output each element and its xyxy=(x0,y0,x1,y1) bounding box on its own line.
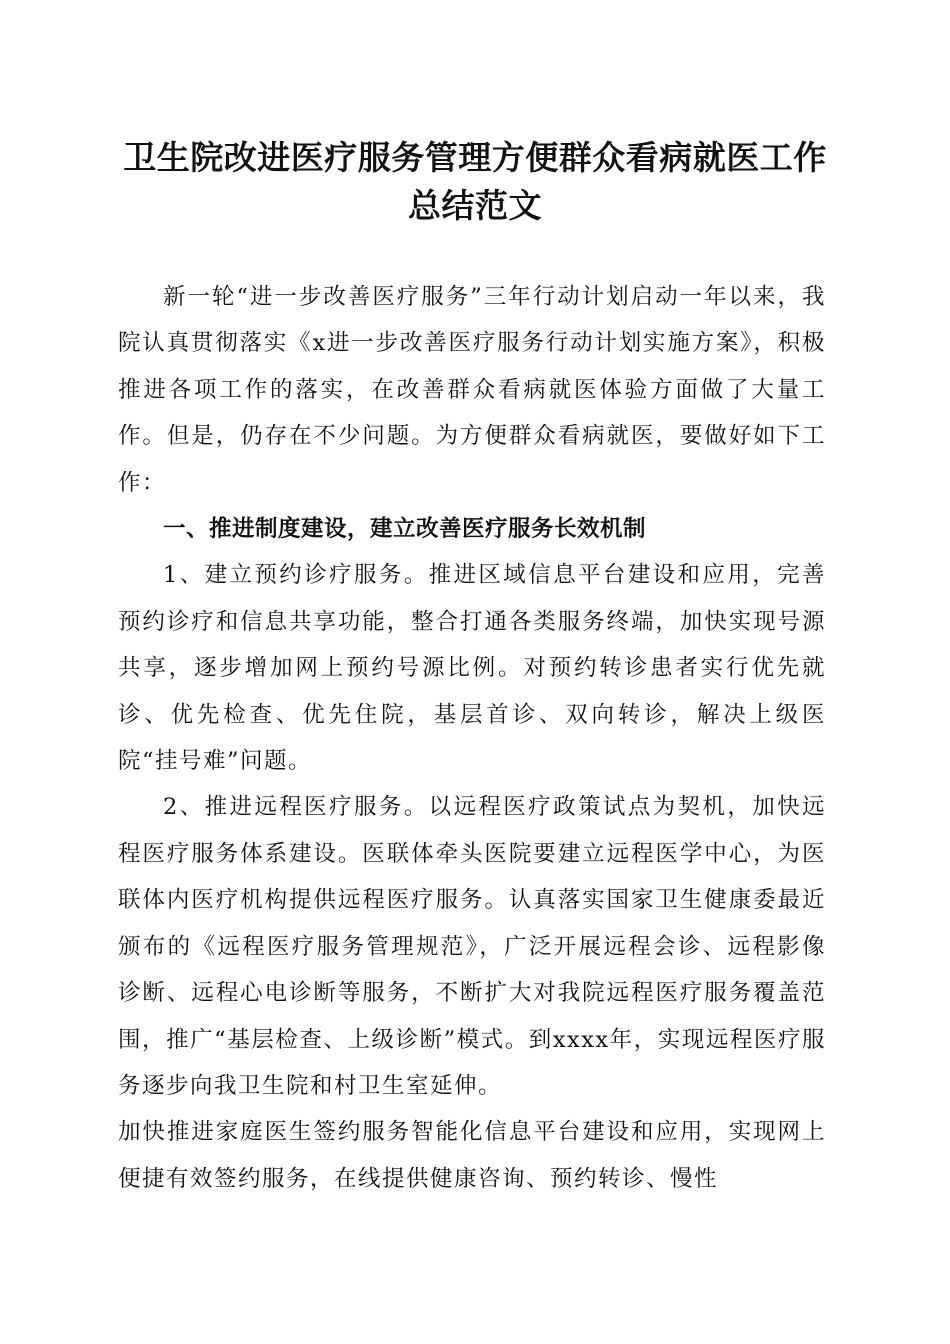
continuation-paragraph: 加快推进家庭医生签约服务智能化信息平台建设和应用，实现网上便捷有效签约服务，在线提供健康咨询、预约转诊、慢性 xyxy=(118,1119,826,1192)
document-title: 卫生院改进医疗服务管理方便群众看病就医工作总结范文 xyxy=(123,138,827,225)
item-paragraph-1: 1、建立预约诊疗服务。推进区域信息平台建设和应用，完善预约诊疗和信息共享功能，整合打通各类服务终端，加快实现号源共享，逐步增加网上预约号源比例。对预约转诊患者实行优先就诊、优先检查、优先住院，基层首诊、双向转诊，解决上级医院“挂号难”问题。 xyxy=(118,562,826,775)
section-heading: 一、推进制度建设，建立改善医疗服务长效机制 xyxy=(163,516,647,543)
item-paragraph-2: 2、推进远程医疗服务。以远程医疗政策试点为契机，加快远程医疗服务体系建设。医联体牵头医院要建立远程医学中心，为医联体内医疗机构提供远程医疗服务。认真落实国家卫生健康委最近颁布的《远程医疗服务管理规范》，广泛开展远程会诊、远程影像诊断、远程心电诊断等服务，不断扩大对我院远程医疗服务覆盖范围，推广“基层检查、上级诊断”模式。到xxxx年，实现远程医疗服务逐步向我卫生院和村卫生室延伸。 xyxy=(118,794,826,1099)
document-body xyxy=(118,274,826,1202)
intro-paragraph: 新一轮“进一步改善医疗服务”三年行动计划启动一年以来，我院认真贯彻落实《x进一步改善医疗服务行动计划实施方案》，积极推进各项工作的落实，在改善群众看病就医体验方面做了大量工作。但是，仍存在不少问题。为方便群众看病就医，要做好如下工作： xyxy=(118,284,826,496)
